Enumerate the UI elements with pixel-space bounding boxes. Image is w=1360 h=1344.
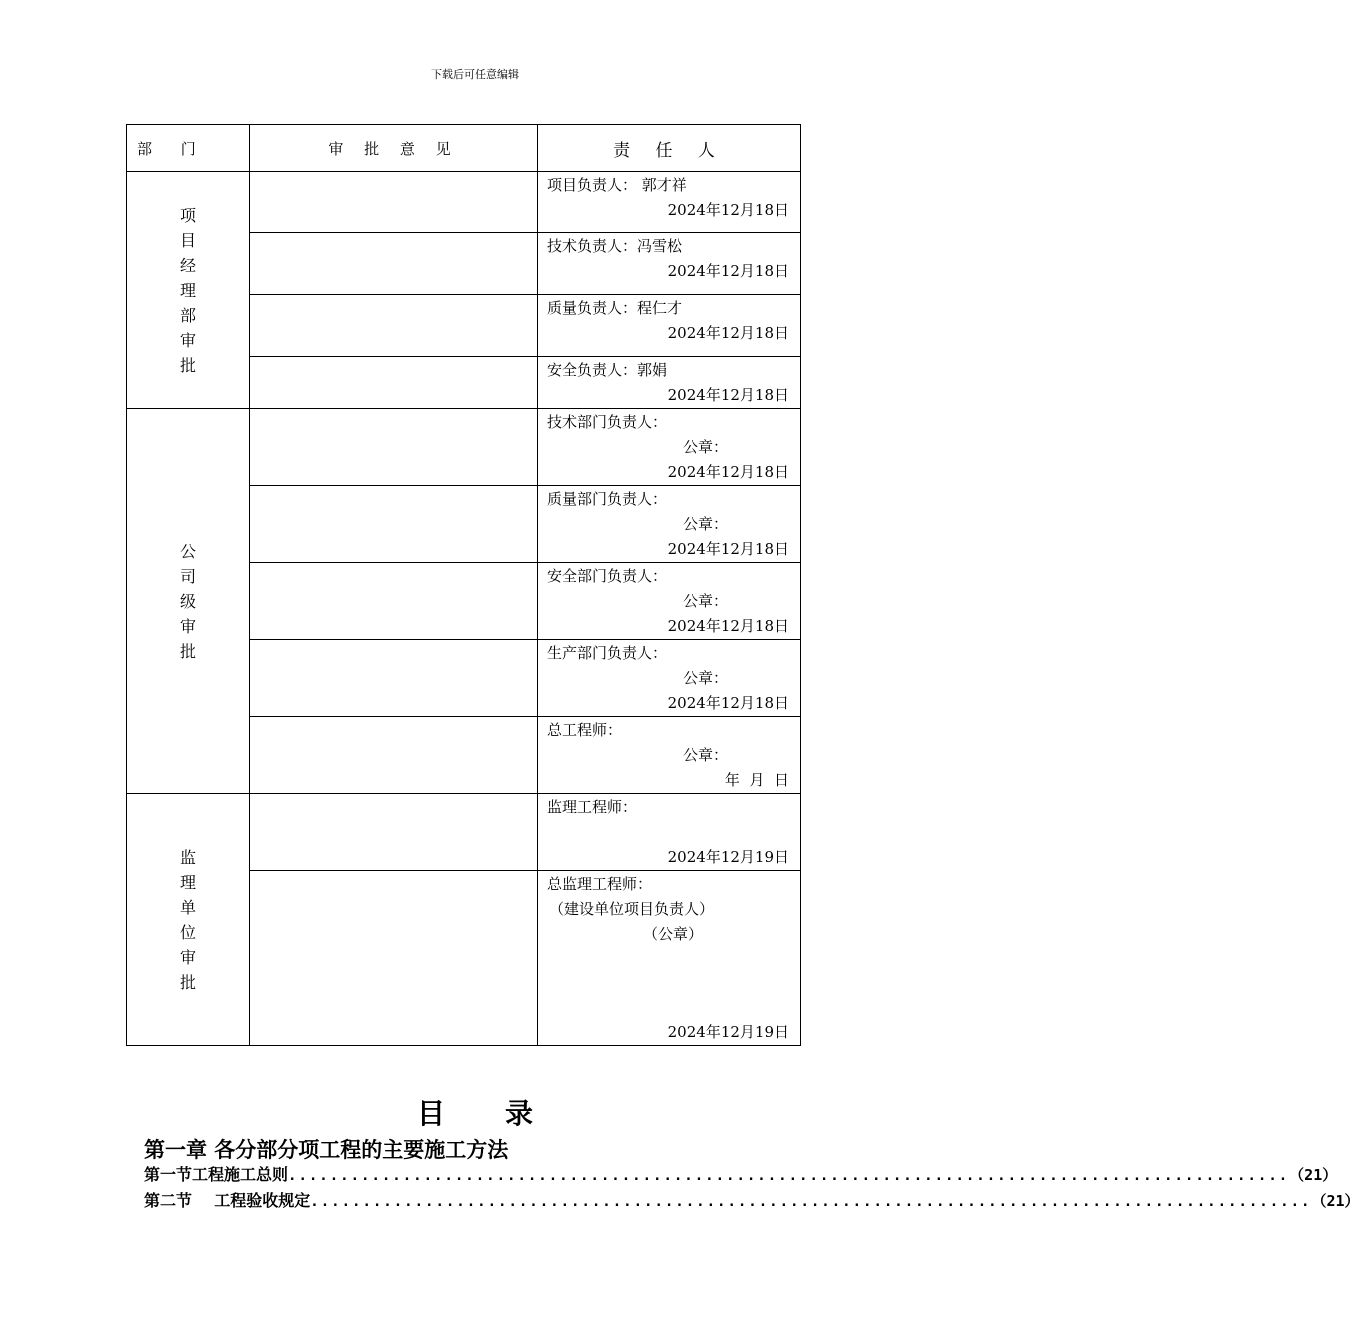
table-row: [127, 794, 801, 871]
date-label: 2024年12月18日: [667, 386, 789, 404]
date-label: 2024年12月19日: [667, 1023, 789, 1041]
responsible-cell: [538, 409, 801, 486]
opinion-cell[interactable]: [250, 717, 538, 794]
seal-label: 公章：: [683, 515, 729, 533]
toc-entry[interactable]: [144, 1162, 1338, 1185]
table-header-row: [127, 125, 801, 172]
date-label: 2024年12月18日: [667, 324, 789, 342]
date-label: 2024年12月18日: [667, 694, 789, 712]
opinion-cell[interactable]: [250, 172, 538, 233]
opinion-cell[interactable]: [250, 794, 538, 871]
col-header-dept: 部 门: [127, 125, 250, 172]
date-label: 2024年12月18日: [667, 617, 789, 635]
responsible-cell: [538, 563, 801, 640]
col-header-responsible: 责 任 人: [538, 125, 801, 172]
opinion-cell[interactable]: [250, 640, 538, 717]
responsible-cell: [538, 794, 801, 871]
page-header: 下载后可任意编辑: [431, 68, 519, 81]
responsible-cell: [538, 871, 801, 1046]
table-row: [127, 409, 801, 486]
role-label: 安全部门负责人：: [547, 567, 668, 585]
col-header-opinion: 审 批 意 见: [250, 125, 538, 172]
seal-label: （公章）: [643, 925, 704, 943]
responsible-cell: [538, 295, 801, 357]
role-label: 质量负责人：程仁才: [547, 299, 683, 317]
approval-table: [126, 124, 801, 1046]
opinion-cell[interactable]: [250, 486, 538, 563]
dept-cell-company: [127, 409, 250, 794]
role-label: 总监理工程师：: [547, 875, 653, 893]
dept-label: 项目经理部审批: [179, 205, 196, 375]
toc-entry-title: 第二节 工程验收规定: [144, 1191, 311, 1210]
role-label: 技术部门负责人：: [547, 413, 668, 431]
opinion-cell[interactable]: [250, 563, 538, 640]
toc-chapter: 第一章 各分部分项工程的主要施工方法: [144, 1138, 509, 1162]
date-label: 2024年12月19日: [667, 848, 789, 866]
date-label: 2024年12月18日: [667, 262, 789, 280]
opinion-cell[interactable]: [250, 409, 538, 486]
role-label: 总工程师：: [547, 721, 623, 739]
responsible-cell: [538, 640, 801, 717]
role-label: 质量部门负责人：: [547, 490, 668, 508]
responsible-cell: [538, 357, 801, 409]
dept-cell-supervision: [127, 794, 250, 1046]
toc-leader: ................................................................................................: [288, 1168, 1290, 1184]
date-label: 2024年12月18日: [667, 201, 789, 219]
opinion-cell[interactable]: [250, 295, 538, 357]
role-label: 安全负责人：郭娟: [547, 361, 668, 379]
table-row: [127, 172, 801, 233]
dept-cell-project: [127, 172, 250, 409]
opinion-cell[interactable]: [250, 871, 538, 1046]
date-label: 2024年12月18日: [667, 463, 789, 481]
toc-entry-title: 第一节工程施工总则: [144, 1165, 289, 1184]
sub-label: （建设单位项目负责人）: [549, 900, 715, 918]
date-label: 2024年12月18日: [667, 540, 789, 558]
responsible-cell: [538, 172, 801, 233]
role-label: 项目负责人： 郭才祥: [547, 176, 687, 194]
toc-entry-page: （21）: [1289, 1166, 1338, 1184]
seal-label: 公章：: [683, 438, 729, 456]
role-label: 技术负责人：冯雪松: [547, 237, 683, 255]
opinion-cell[interactable]: [250, 233, 538, 295]
toc-entry-page: （21）: [1311, 1192, 1360, 1210]
opinion-cell[interactable]: [250, 357, 538, 409]
role-label: 监理工程师：: [547, 798, 638, 816]
responsible-cell: [538, 486, 801, 563]
role-label: 生产部门负责人：: [547, 644, 668, 662]
responsible-cell: [538, 233, 801, 295]
dept-label: 公司级审批: [179, 541, 196, 661]
dept-label: 监理单位审批: [179, 847, 196, 992]
toc-entry[interactable]: [144, 1188, 1360, 1211]
seal-label: 公章：: [683, 592, 729, 610]
toc-leader: ................................................................................................: [310, 1194, 1312, 1210]
date-label: 年 月 日: [724, 771, 789, 789]
seal-label: 公章：: [683, 669, 729, 687]
seal-label: 公章：: [683, 746, 729, 764]
responsible-cell: [538, 717, 801, 794]
toc-title: 目录: [416, 1097, 593, 1130]
